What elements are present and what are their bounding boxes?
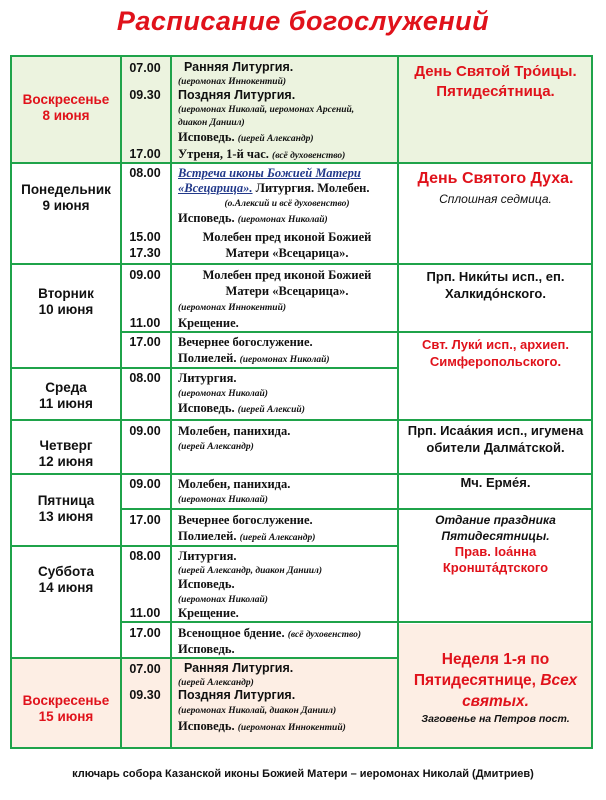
service-title: Исповедь. (иерей Алексий) [178,401,305,415]
service-title: Поздняя Литургия. [178,688,296,702]
day-label: Среда 11 июня [39,380,93,411]
service-title: Исповедь. (иеромонах Иннокентий) [178,719,346,733]
service-title: Исповедь. (иеромонах Николай) [178,211,328,225]
service-time: 17.00 [129,513,161,527]
feast-info: Мч. Ерме́я. [460,475,531,490]
service-title: Исповедь. (иерей Александр) [178,130,314,144]
row-divider [120,331,591,333]
service-time: 08.00 [129,371,161,385]
divider-v1 [120,57,122,747]
service-time: 08.00 [129,549,161,563]
service-clergy: (иеромонах Николай, диакон Даниил) [178,706,337,716]
service-clergy: (иерей Александр) [178,678,254,688]
service-title: Матери «Всецарица». [225,246,349,260]
service-clergy: диакон Даниил) [178,118,245,128]
service-clergy: (иеромонах Иннокентий) [178,303,287,313]
service-title: Молебен, панихида. [178,477,291,491]
service-title: «Всецарица». Литургия. Молебен. [178,181,370,195]
row-divider [12,367,120,369]
service-title: Поздняя Литургия. [178,88,296,102]
service-clergy: (иеромонах Николай) [178,495,268,505]
row-divider [12,263,591,265]
service-title: Всенощное бдение. (всё духовенство) [178,626,362,640]
row-divider [120,367,397,369]
service-time: 17.00 [129,626,161,640]
service-title: Утреня, 1-й час. (всё духовенство) [178,147,346,161]
feast-info: Отдание праздника Пятидесятницы. Прав. Ioа́нна Кроншта́дтского [435,513,556,575]
service-clergy: (о.Алексий и всё духовенство) [224,199,350,209]
service-title: Литургия. [178,549,237,563]
service-title: Полиелей. (иерей Александр) [178,529,316,543]
service-time: 17.30 [129,246,161,260]
service-time: 11.00 [129,316,161,330]
feast-info: Свт. Луки́ исп., архиеп. Симферопольского. [422,337,569,369]
row-divider [12,419,591,421]
divider-v3 [397,57,399,747]
service-title: Исповедь. [178,642,235,656]
row-divider [120,621,591,623]
service-time: 09.00 [129,268,161,282]
service-title: Полиелей. (иеромонах Николай) [178,351,330,365]
service-title: Ранняя Литургия. [184,661,294,675]
service-title: Молебен, панихида. [178,424,291,438]
service-clergy: (иерей Александр) [178,442,254,452]
service-time: 09.00 [129,477,161,491]
service-time: 07.00 [129,662,161,676]
divider-v2 [170,57,172,747]
service-clergy: (иеромонах Николай, иеромонах Арсений, [178,105,355,115]
day-label: Пятница 13 июня [37,493,95,524]
row-divider [12,657,397,659]
service-clergy: (иерей Александр, диакон Даниил) [178,566,323,576]
service-title: Вечернее богослужение. [178,513,313,527]
service-clergy: (иеромонах Николай) [178,389,268,399]
service-clergy: (иеромонах Иннокентий) [178,77,287,87]
page-title: Расписание богослужений [116,6,490,36]
service-time: 17.00 [129,147,161,161]
day-label: Воскресенье 8 июня [22,92,110,123]
service-title: Встреча иконы Божией Матери [178,166,361,180]
day-label: Понедельник 9 июня [21,182,111,213]
row-divider [120,508,591,510]
service-title: Вечернее богослужение. [178,335,313,349]
service-time: 15.00 [129,230,161,244]
service-title: Ранняя Литургия. [184,60,294,74]
service-time: 17.00 [129,335,161,349]
service-time: 09.30 [129,688,161,702]
service-time: 07.00 [129,61,161,75]
feast-info: Прп. Ники́ты исп., еп. Халкидо́нского. [426,269,565,301]
service-title: Матери «Всецарица». [225,284,349,298]
service-time: 08.00 [129,166,161,180]
service-title: Молебен пред иконой Божией [202,230,372,244]
row-divider [12,545,397,547]
service-clergy: (иеромонах Николай) [178,595,268,605]
service-time: 09.30 [129,88,161,102]
service-title: Исповедь. [178,577,235,591]
feast-info: Прп. Исаа́кия исп., игумена обители Далма́тской. [407,423,584,455]
service-title: Литургия. [178,371,237,385]
day-label: Суббота 14 июня [38,564,94,595]
service-time: 09.00 [129,424,161,438]
day-label: Воскресенье 15 июня [22,693,110,724]
service-title: Крещение. [178,316,239,330]
feast-info: Неделя 1-я по Пятидесятнице, Всех святых. Заговенье на Петров пост. [413,651,578,725]
service-title: Молебен пред иконой Божией [202,268,372,282]
footer-signature: ключарь собора Казанской иконы Божией Матери – иеромонах Николай (Дмитриев) [72,768,534,780]
feast-info: День Святого Духа. Сплошная седмица. [417,170,574,206]
service-title: Крещение. [178,606,239,620]
service-time: 11.00 [129,606,161,620]
feast-info: День Святой Тро́ицы. Пятидеся́тница. [414,63,577,100]
day-label: Четверг 12 июня [38,438,94,469]
day-label: Вторник 10 июня [38,286,94,317]
